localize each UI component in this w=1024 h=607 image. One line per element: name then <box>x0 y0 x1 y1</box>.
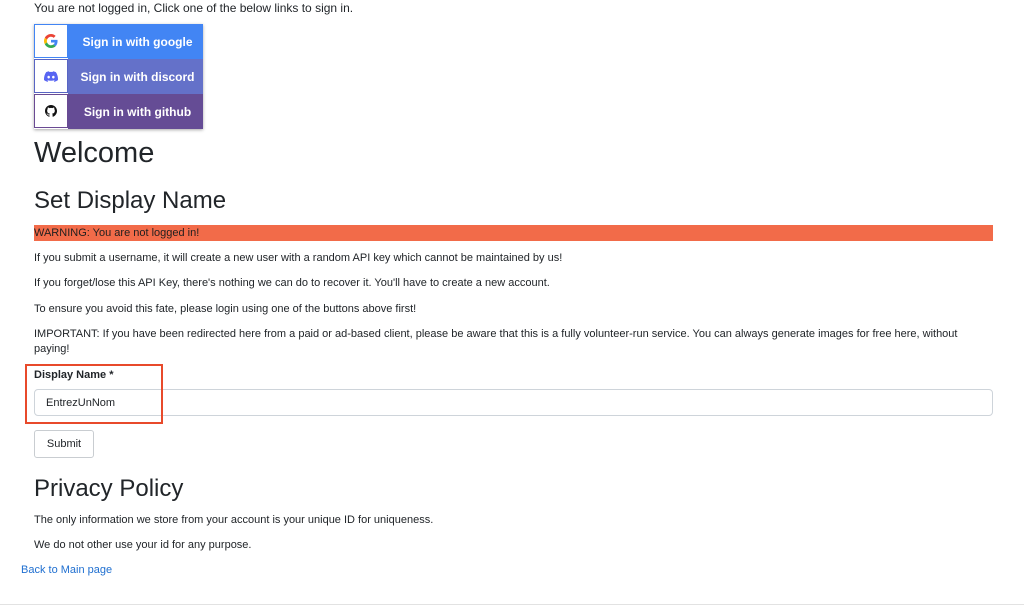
google-icon <box>34 24 68 58</box>
signin-github-label: Sign in with github <box>68 94 203 129</box>
welcome-heading: Welcome <box>34 137 155 169</box>
back-to-main-link[interactable]: Back to Main page <box>21 564 113 576</box>
signin-discord-label: Sign in with discord <box>68 59 203 94</box>
signin-google-button[interactable] <box>34 24 203 59</box>
github-icon <box>34 94 68 128</box>
info-paragraph: If you forget/lose this API Key, there's nothing we can do to recover it. You'll have to create a new account. <box>34 277 550 289</box>
info-paragraph: If you submit a username, it will create a new user with a random API key which cannot be maintained by us! <box>34 252 563 264</box>
signin-github-button[interactable] <box>34 94 203 129</box>
info-paragraph: To ensure you avoid this fate, please login using one of the buttons above first! <box>34 303 417 315</box>
warning-banner: WARNING: You are not logged in! <box>34 225 993 241</box>
signin-buttons <box>34 24 203 129</box>
privacy-policy-heading: Privacy Policy <box>34 475 184 502</box>
submit-button[interactable]: Submit <box>34 430 94 458</box>
display-name-label: Display Name * <box>34 369 114 381</box>
discord-icon <box>34 59 68 93</box>
signin-google-label: Sign in with google <box>68 24 203 59</box>
login-message: You are not logged in, Click one of the below links to sign in. <box>34 1 354 15</box>
privacy-line: We do not other use your id for any purpose. <box>34 539 252 551</box>
privacy-line: The only information we store from your account is your unique ID for uniqueness. <box>34 514 434 526</box>
important-paragraph: IMPORTANT: If you have been redirected here from a paid or ad-based client, please be aware that this is a fully volunteer-run service. You can always generate images for free here, without paying! <box>34 328 958 355</box>
set-display-name-heading: Set Display Name <box>34 187 227 214</box>
display-name-input[interactable] <box>34 389 993 416</box>
footer-divider <box>0 604 1024 605</box>
signin-discord-button[interactable] <box>34 59 203 94</box>
